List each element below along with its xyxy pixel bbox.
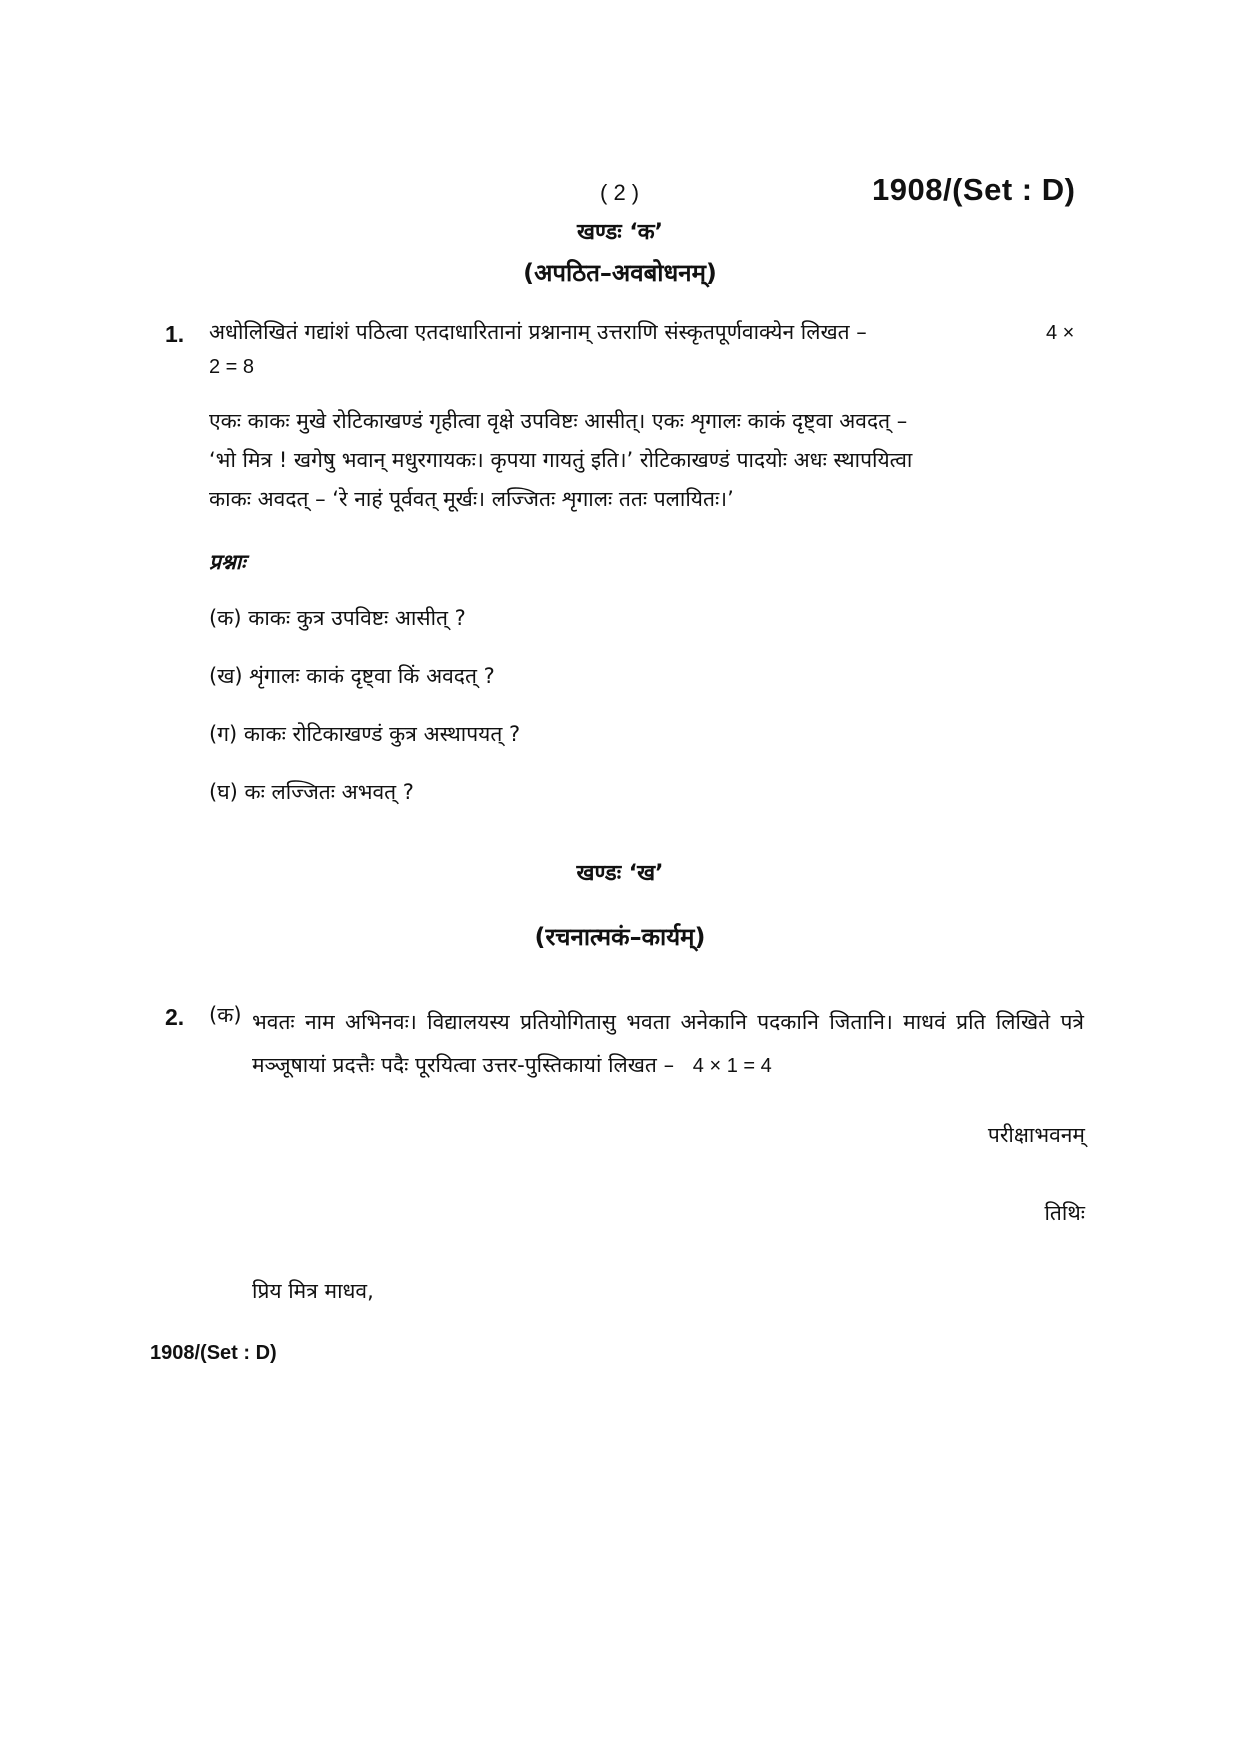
- sub-question: (ख) शृंगालः काकं दृष्ट्वा किं अवदत् ?: [209, 664, 495, 688]
- footer-set-code: 1908/(Set : D): [150, 1342, 277, 1364]
- set-code-header: 1908/(Set : D): [872, 172, 1076, 207]
- question-2-marks: 4 × 1 = 4: [692, 1055, 772, 1077]
- question-1-number: 1.: [165, 321, 185, 347]
- letter-address: परीक्षाभवनम्: [987, 1123, 1085, 1147]
- question-2-number: 2.: [165, 1004, 185, 1030]
- sub-question: (घ) कः लज्जितः अभवत् ?: [209, 780, 414, 804]
- question-2-part-label: (क): [209, 1003, 242, 1027]
- passage-line: काकः अवदत् – ‘रे नाहं पूर्ववत् मूर्खः। लज्जितः शृगालः ततः पलायितः।’: [209, 487, 734, 511]
- section-b-subtitle: (रचनात्मकं–कार्यम्): [534, 923, 706, 951]
- section-a-title: खण्डः ‘क’: [577, 220, 663, 245]
- question-2-text: [252, 1001, 1084, 1088]
- sub-question: (ग) काकः रोटिकाखण्डं कुत्र अस्थापयत् ?: [209, 722, 521, 746]
- sub-question: (क) काकः कुत्र उपविष्टः आसीत् ?: [209, 606, 466, 630]
- section-a-subtitle: (अपठित–अवबोधनम्): [523, 259, 717, 287]
- question-1-marks-total: 2 = 8: [209, 356, 255, 378]
- question-2-instruction: भवतः नाम अभिनवः। विद्यालयस्य प्रतियोगितासु भवता अनेकानि पदकानि जितानि। माधवं प्रति लिखिते पत्रे मञ्जूषायां प्रदत्तैः पदैः पूरयित्वा उत्तर-पुस्तिकायां लिखत –: [252, 1010, 1084, 1077]
- letter-greeting: प्रिय मित्र माधव,: [252, 1279, 374, 1303]
- question-1-instruction: अधोलिखितं गद्यांशं पठित्वा एतदाधारितानां प्रश्नानाम् उत्तराणि संस्कृतपूर्णवाक्येन लिखत –: [209, 320, 867, 344]
- letter-date-label: तिथिः: [1044, 1201, 1085, 1225]
- questions-label: प्रश्नाः: [209, 550, 246, 574]
- page-number: ( 2 ): [600, 180, 640, 205]
- question-1-marks: 4 ×: [1046, 322, 1075, 344]
- section-b-title: खण्डः ‘ख’: [576, 861, 664, 886]
- passage-line: ‘भो मित्र ! खगेषु भवान् मधुरगायकः। कृपया गायतुं इति।’ रोटिकाखण्डं पादयोः अधः स्थापयित्वा: [209, 448, 913, 472]
- passage-line: एकः काकः मुखे रोटिकाखण्डं गृहीत्वा वृक्षे उपविष्टः आसीत्। एकः शृगालः काकं दृष्ट्वा अवदत् –: [209, 409, 908, 433]
- passage: [209, 402, 1084, 519]
